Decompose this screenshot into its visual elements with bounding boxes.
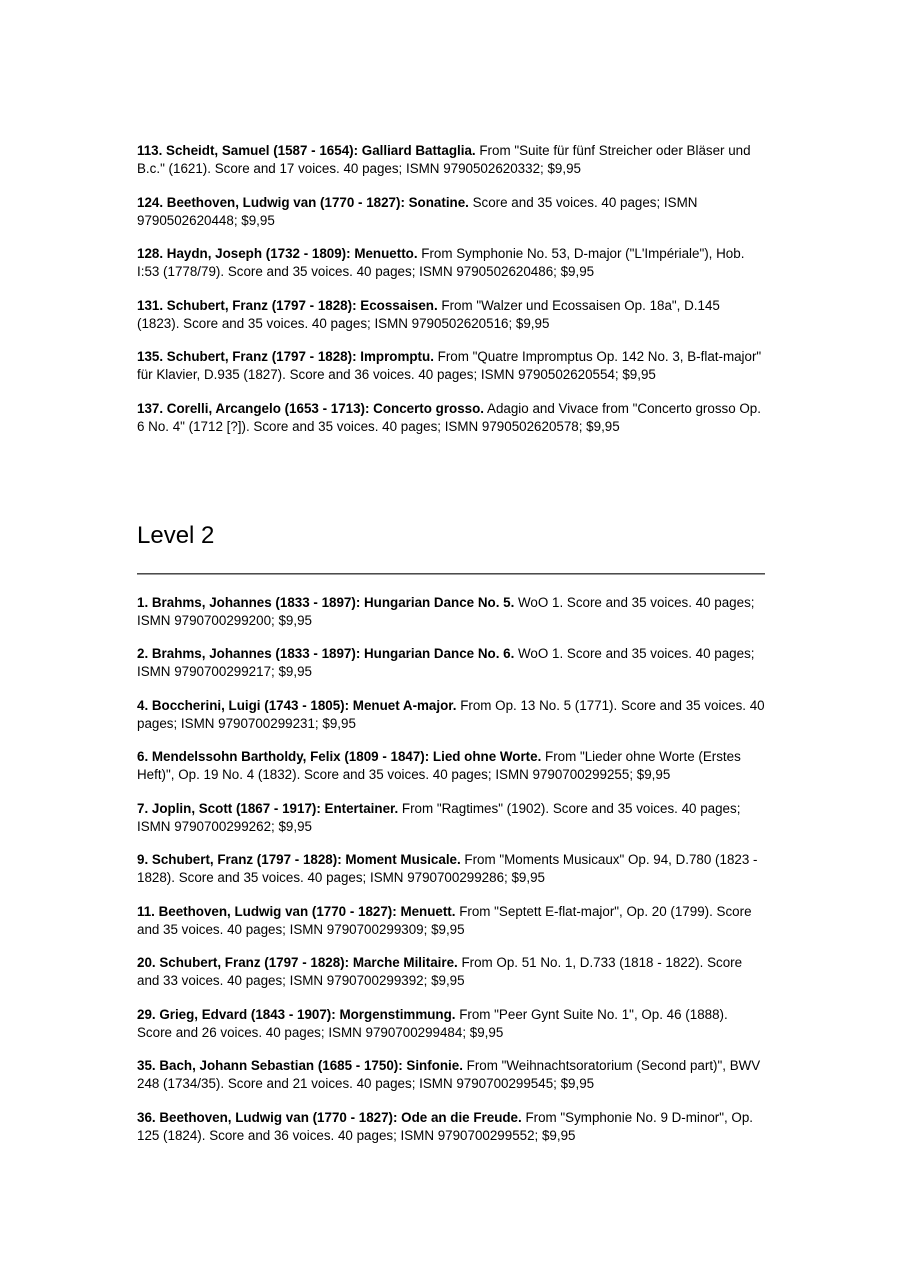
entry-heading: 36. Beethoven, Ludwig van (1770 - 1827): Ode an die Freude.	[137, 1109, 522, 1125]
entry-details: From Symphonie No. 53, D-major ("L'Impériale"), Hob. I:53 (1778/79). Score and 35 voices. 40 pages; ISMN 9790502620486; $9,95	[137, 246, 745, 279]
entry-details: From "Quatre Impromptus Op. 142 No. 3, B-flat-major" für Klavier, D.935 (1827). Score and 36 voices. 40 pages; ISMN 9790502620554; $9,95	[137, 349, 762, 382]
entry-details: Score and 35 voices. 40 pages; ISMN 9790502620448; $9,95	[137, 194, 698, 228]
entry-details: WoO 1. Score and 35 voices. 40 pages; ISMN 9790700299200; $9,95	[137, 594, 755, 628]
entry-details: From "Lieder ohne Worte (Erstes Heft)", Op. 19 No. 4 (1832). Score and 35 voices. 40 pages; ISMN 9790700299255; $9,95	[137, 749, 741, 782]
catalog-entry	[137, 348, 765, 384]
level1-section	[137, 142, 900, 436]
catalog-entry	[137, 1057, 765, 1093]
entry-details: From Op. 13 No. 5 (1771). Score and 35 voices. 40 pages; ISMN 9790700299231; $9,95	[137, 697, 765, 731]
entry-details: From "Ragtimes" (1902). Score and 35 voices. 40 pages; ISMN 9790700299262; $9,95	[137, 800, 741, 834]
entry-heading: 128. Haydn, Joseph (1732 - 1809): Menuetto.	[137, 246, 418, 261]
catalog-entry	[137, 194, 765, 230]
catalog-entry	[137, 594, 765, 630]
entry-details: WoO 1. Score and 35 voices. 40 pages; ISMN 9790700299217; $9,95	[137, 646, 755, 679]
catalog-entry	[137, 903, 765, 939]
catalog-entry	[137, 245, 765, 281]
entry-details: From "Weihnachtsoratorium (Second part)", BWV 248 (1734/35). Score and 21 voices. 40 pages; ISMN 9790700299545; $9,95	[137, 1058, 761, 1091]
catalog-entry	[137, 697, 765, 733]
entry-heading: 9. Schubert, Franz (1797 - 1828): Moment Musicale.	[137, 852, 461, 867]
catalog-entry	[137, 400, 765, 436]
entry-heading: 113. Scheidt, Samuel (1587 - 1654): Galliard Battaglia.	[137, 143, 476, 158]
entry-details: From "Moments Musicaux" Op. 94, D.780 (1823 - 1828). Score and 35 voices. 40 pages; ISMN 9790700299286; $9,95	[137, 852, 758, 885]
catalog-entry	[137, 297, 765, 333]
catalog-entry	[137, 142, 765, 178]
catalog-entry	[137, 645, 765, 681]
catalog-entry	[137, 851, 765, 887]
entry-heading: 131. Schubert, Franz (1797 - 1828): Ecossaisen.	[137, 297, 438, 313]
entry-heading: 4. Boccherini, Luigi (1743 - 1805): Menuet A-major.	[137, 697, 457, 713]
entry-heading: 35. Bach, Johann Sebastian (1685 - 1750): Sinfonie.	[137, 1058, 463, 1073]
catalog-entry	[137, 800, 765, 836]
entry-heading: 6. Mendelssohn Bartholdy, Felix (1809 - 1847): Lied ohne Worte.	[137, 749, 542, 764]
entry-heading: 20. Schubert, Franz (1797 - 1828): Marche Militaire.	[137, 955, 458, 970]
section-divider	[137, 573, 765, 575]
entry-details: From "Walzer und Ecossaisen Op. 18a", D.145 (1823). Score and 35 voices. 40 pages; ISMN 9790502620516; $9,95	[137, 297, 720, 331]
entry-heading: 1. Brahms, Johannes (1833 - 1897): Hungarian Dance No. 5.	[137, 594, 515, 610]
level2-section	[137, 594, 900, 1145]
entry-heading: 137. Corelli, Arcangelo (1653 - 1713): Concerto grosso.	[137, 400, 485, 416]
entry-details: From "Peer Gynt Suite No. 1", Op. 46 (1888). Score and 26 voices. 40 pages; ISMN 9790700299484; $9,95	[137, 1006, 728, 1040]
entry-heading: 135. Schubert, Franz (1797 - 1828): Impromptu.	[137, 349, 434, 364]
section-heading-level-2: Level 2	[137, 521, 215, 549]
entry-details: From "Septett E-flat-major", Op. 20 (1799). Score and 35 voices. 40 pages; ISMN 9790700299309; $9,95	[137, 903, 752, 937]
entry-heading: 7. Joplin, Scott (1867 - 1917): Entertainer.	[137, 800, 399, 816]
entry-details: From Op. 51 No. 1, D.733 (1818 - 1822). Score and 33 voices. 40 pages; ISMN 9790700299392; $9,95	[137, 955, 743, 988]
entry-details: From "Symphonie No. 9 D-minor", Op. 125 (1824). Score and 36 voices. 40 pages; ISMN 9790700299552; $9,95	[137, 1109, 753, 1143]
entry-details: From "Suite für fünf Streicher oder Bläser und B.c." (1621). Score and 17 voices. 40 pages; ISMN 9790502620332; $9,95	[137, 143, 751, 176]
entry-details: Adagio and Vivace from "Concerto grosso Op. 6 No. 4" (1712 [?]). Score and 35 voices. 40 pages; ISMN 9790502620578; $9,95	[137, 400, 761, 434]
catalog-entry	[137, 1006, 765, 1042]
entry-heading: 11. Beethoven, Ludwig van (1770 - 1827): Menuett.	[137, 903, 456, 919]
catalog-entry	[137, 1109, 765, 1145]
entry-heading: 2. Brahms, Johannes (1833 - 1897): Hungarian Dance No. 6.	[137, 646, 515, 661]
entry-heading: 29. Grieg, Edvard (1843 - 1907): Morgenstimmung.	[137, 1006, 456, 1022]
catalog-entry	[137, 954, 765, 990]
catalog-entry	[137, 748, 765, 784]
entry-heading: 124. Beethoven, Ludwig van (1770 - 1827): Sonatine.	[137, 194, 469, 210]
